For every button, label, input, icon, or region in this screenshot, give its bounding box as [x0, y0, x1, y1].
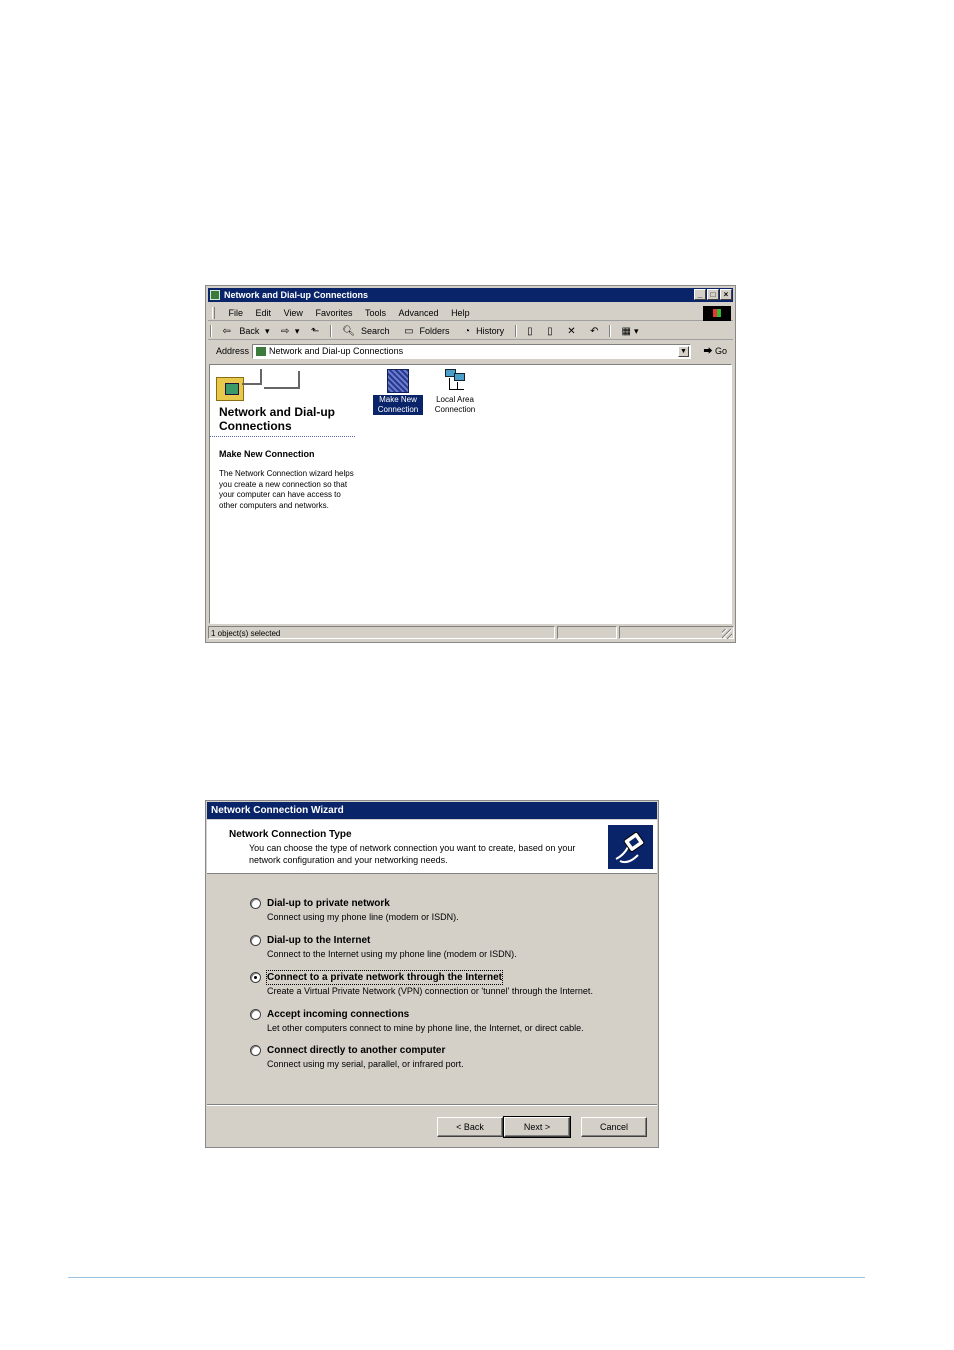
network-folder-icon — [210, 290, 220, 300]
web-view-title: Network and Dial-up Connections — [219, 405, 336, 433]
selected-item-description: The Network Connection wizard helps you create a new connection so that your computer can have access to other computers and networks. — [219, 469, 354, 510]
go-button[interactable]: ⮕ Go — [703, 346, 727, 356]
explorer-title-bar[interactable] — [208, 288, 733, 302]
menu-help[interactable]: Help — [451, 308, 470, 318]
folder-view[interactable] — [209, 364, 732, 624]
wizard-header — [207, 820, 657, 874]
menu-advanced[interactable]: Advanced — [398, 308, 439, 318]
option-description: Connect using my serial, parallel, or infrared port. — [267, 1059, 464, 1069]
go-arrow-icon: ⮕ — [703, 346, 713, 356]
radio-accept-incoming[interactable] — [250, 1009, 261, 1020]
close-button[interactable]: × — [720, 289, 732, 300]
status-bar — [208, 626, 733, 640]
move-to-button[interactable] — [521, 322, 539, 341]
copy-to-icon: ▯ — [547, 326, 553, 337]
views-button[interactable]: ▦ ▾ — [616, 322, 642, 341]
search-icon: 🔍︎ — [342, 326, 356, 337]
toolbar-grip — [210, 325, 212, 337]
menu-favorites[interactable]: Favorites — [315, 308, 353, 318]
radio-vpn[interactable] — [250, 972, 261, 983]
status-pane — [557, 626, 617, 639]
option-vpn[interactable] — [250, 971, 650, 1003]
views-icon: ▦ — [621, 326, 631, 337]
menu-tools[interactable]: Tools — [364, 308, 386, 318]
toolbar-separator — [330, 325, 332, 337]
menu-bar — [208, 305, 733, 321]
option-label[interactable]: Dial-up to private network — [267, 898, 390, 909]
option-description: Create a Virtual Private Network (VPN) connection or 'tunnel' through the Internet. — [267, 986, 593, 996]
move-to-icon: ▯ — [527, 326, 533, 337]
item-label: Make New Connection — [373, 395, 423, 415]
option-dialup-private[interactable] — [250, 897, 650, 929]
option-label[interactable]: Dial-up to the Internet — [267, 935, 371, 946]
radio-dialup-internet[interactable] — [250, 935, 261, 946]
status-pane — [619, 626, 734, 639]
resize-grip-icon[interactable] — [722, 629, 732, 639]
undo-icon: ↶ — [590, 326, 599, 337]
status-text: 1 object(s) selected — [208, 626, 555, 639]
wizard-icon — [387, 369, 409, 393]
option-label[interactable]: Connect directly to another computer — [267, 1045, 446, 1056]
web-view-divider — [210, 436, 355, 437]
option-direct-connect[interactable] — [250, 1044, 650, 1076]
cancel-button[interactable]: Cancel — [581, 1117, 647, 1137]
option-label[interactable]: Connect to a private network through the Internet — [267, 972, 503, 983]
back-button[interactable]: ⇦ Back ▾ — [217, 322, 273, 341]
network-folder-icon — [256, 347, 266, 356]
address-label: Address — [216, 346, 250, 356]
standard-toolbar — [208, 322, 733, 340]
wizard-header-title: Network Connection Type — [229, 829, 352, 840]
network-banner-icon — [212, 367, 302, 402]
windows-logo-icon — [703, 306, 731, 321]
option-description: Let other computers connect to mine by phone line, the Internet, or direct cable. — [267, 1023, 584, 1033]
delete-button[interactable] — [561, 322, 581, 341]
wizard-header-description: You can choose the type of network connection you want to create, based on your network configuration and your networking needs. — [249, 843, 576, 865]
network-plug-icon — [608, 825, 653, 869]
menu-view[interactable]: View — [283, 308, 303, 318]
delete-icon: ✕ — [567, 326, 576, 337]
up-folder-button[interactable] — [305, 322, 325, 341]
history-button[interactable]: ◔ History — [458, 322, 510, 341]
folders-icon: ▭ — [404, 326, 414, 337]
minimize-button[interactable]: _ — [694, 289, 706, 300]
local-area-connection-item[interactable] — [430, 369, 480, 415]
option-dialup-internet[interactable] — [250, 934, 650, 966]
wizard-title: Network Connection Wizard — [211, 805, 344, 816]
radio-dialup-private[interactable] — [250, 898, 261, 909]
address-bar — [208, 342, 733, 361]
web-view-panel — [210, 365, 360, 623]
network-icon — [443, 369, 467, 393]
forward-button[interactable]: ⇨ ▾ — [280, 326, 300, 337]
up-folder-icon: ⬑ — [310, 326, 320, 337]
menu-bar-grip — [212, 307, 215, 319]
toolbar-separator — [515, 325, 517, 337]
address-input[interactable]: Network and Dial-up Connections ▼ — [252, 344, 691, 359]
menu-edit[interactable]: Edit — [255, 308, 272, 318]
folders-button[interactable]: ▭ Folders — [398, 322, 455, 341]
option-label[interactable]: Accept incoming connections — [267, 1009, 410, 1020]
option-description: Connect using my phone line (modem or ISDN). — [267, 912, 459, 922]
wizard-button-divider — [207, 1104, 657, 1106]
explorer-title: Network and Dial-up Connections — [224, 290, 369, 300]
back-arrow-icon: ⇦ — [222, 326, 231, 337]
network-connection-wizard — [205, 800, 659, 1148]
toolbar-separator — [609, 325, 611, 337]
option-accept-incoming[interactable] — [250, 1008, 650, 1040]
explorer-window — [205, 285, 736, 643]
back-button[interactable]: < Back — [437, 1117, 503, 1137]
selected-item-name: Make New Connection — [219, 449, 315, 459]
undo-button[interactable] — [584, 322, 604, 341]
history-icon: ◔ — [464, 326, 471, 337]
radio-direct-connect[interactable] — [250, 1045, 261, 1056]
copy-to-button[interactable] — [541, 322, 559, 341]
make-new-connection-item[interactable] — [373, 369, 423, 415]
wizard-title-bar[interactable] — [207, 802, 657, 819]
address-dropdown-button[interactable]: ▼ — [678, 346, 689, 357]
item-label: Local Area Connection — [434, 395, 476, 414]
menu-file[interactable]: File — [228, 308, 244, 318]
option-description: Connect to the Internet using my phone line (modem or ISDN). — [267, 949, 517, 959]
page-footer-rule — [68, 1277, 865, 1278]
next-button[interactable]: Next > — [504, 1117, 570, 1137]
maximize-button[interactable]: □ — [707, 289, 719, 300]
search-button[interactable]: 🔍︎ Search — [336, 322, 395, 341]
